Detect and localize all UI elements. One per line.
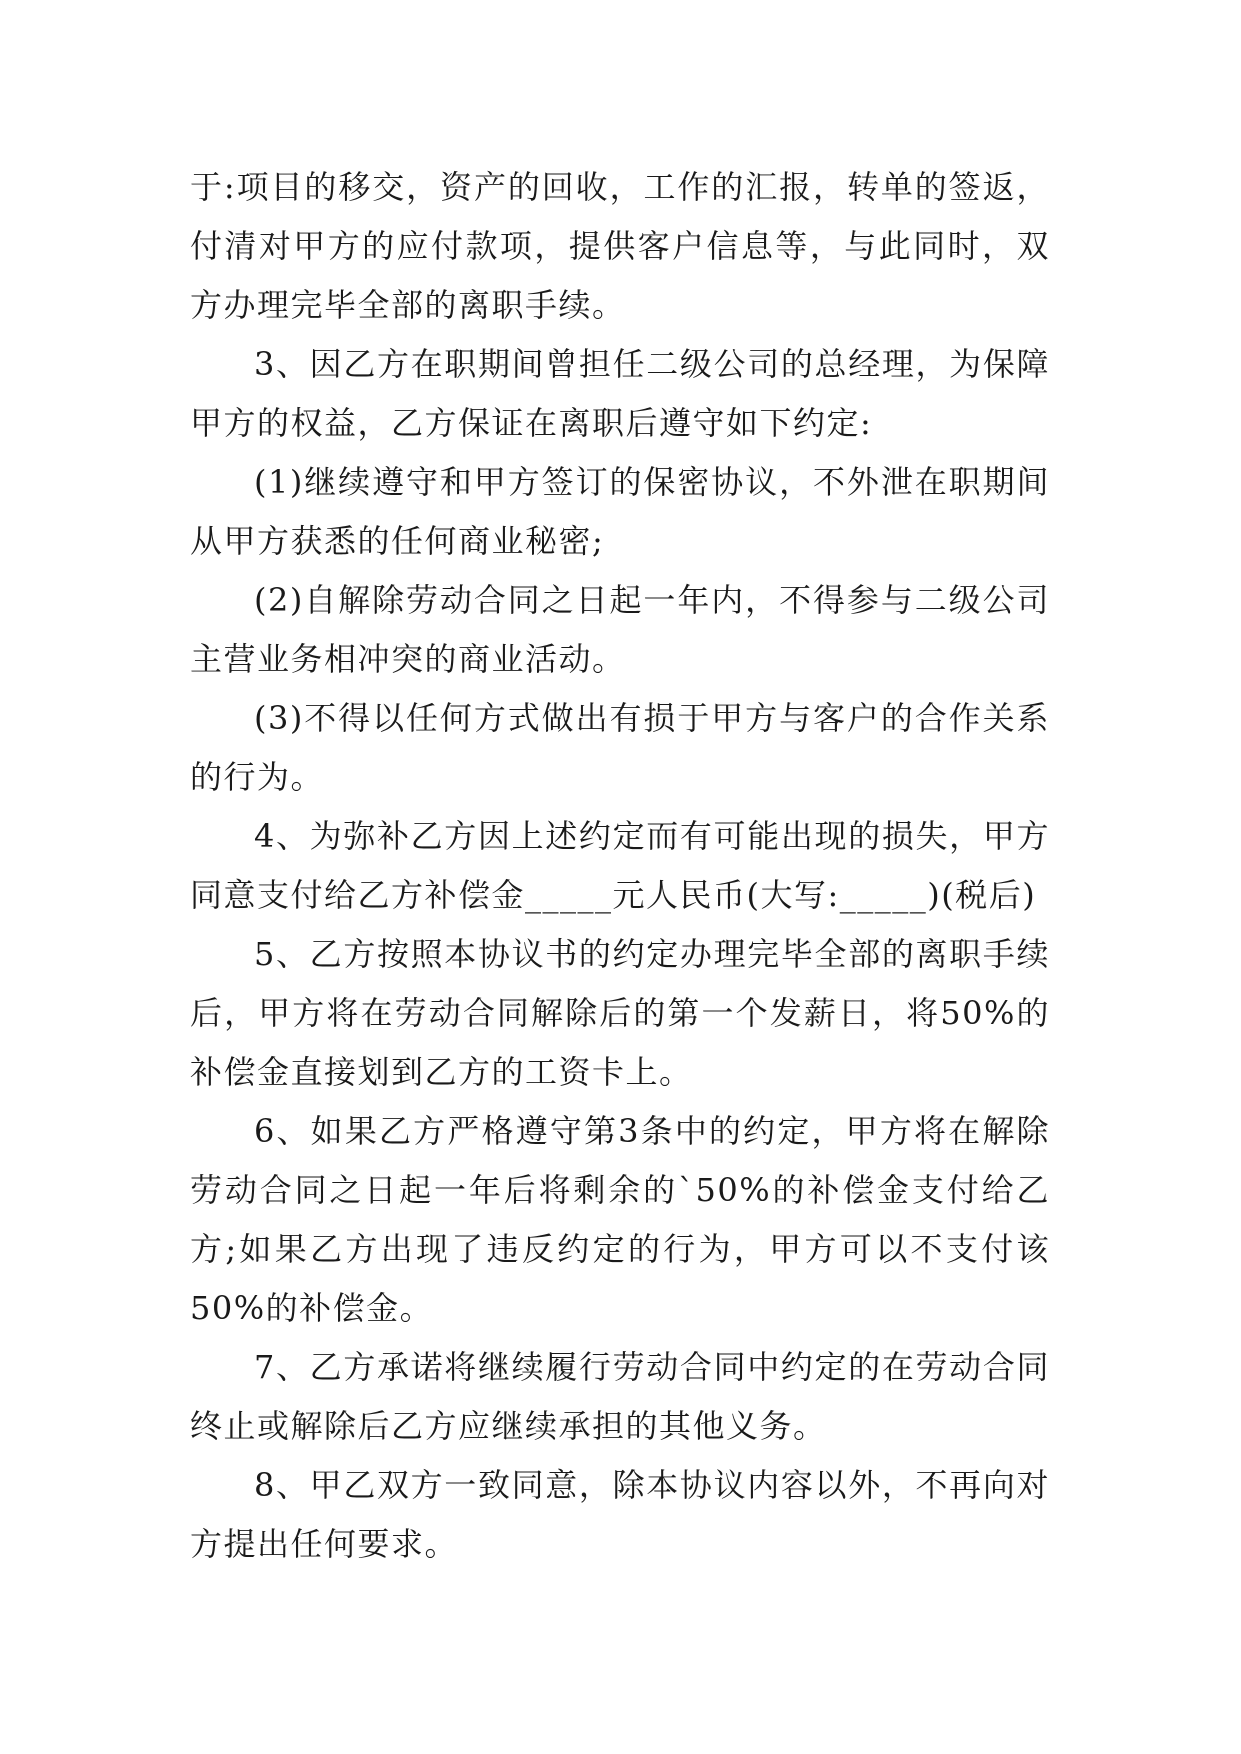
paragraph-clause-5: 5、乙方按照本协议书的约定办理完毕全部的离职手续后，甲方将在劳动合同解除后的第一个发薪日，将50%的补偿金直接划到乙方的工资卡上。 [190, 935, 1050, 1091]
paragraph-clause-3: 3、因乙方在职期间曾担任二级公司的总经理，为保障甲方的权益，乙方保证在离职后遵守如下约定: [190, 345, 1050, 442]
paragraph-clause-4: 4、为弥补乙方因上述约定而有可能出现的损失，甲方同意支付给乙方补偿金_____元人民币(大写:_____)(税后) [190, 817, 1050, 914]
paragraph-clause-3-item-3: (3)不得以任何方式做出有损于甲方与客户的合作关系的行为。 [190, 699, 1050, 796]
paragraph-clause-8: 8、甲乙双方一致同意，除本协议内容以外，不再向对方提出任何要求。 [190, 1466, 1050, 1563]
paragraph-clause-3-item-2: (2)自解除劳动合同之日起一年内，不得参与二级公司主营业务相冲突的商业活动。 [190, 581, 1050, 678]
document-body [190, 158, 1050, 1574]
paragraph-clause-3-item-1: (1)继续遵守和甲方签订的保密协议，不外泄在职期间从甲方获悉的任何商业秘密; [190, 463, 1050, 560]
paragraph-clause-7: 7、乙方承诺将继续履行劳动合同中约定的在劳动合同终止或解除后乙方应继续承担的其他义务。 [190, 1348, 1050, 1445]
paragraph-clause-6: 6、如果乙方严格遵守第3条中的约定，甲方将在解除劳动合同之日起一年后将剩余的`50%的补偿金支付给乙方;如果乙方出现了违反约定的行为，甲方可以不支付该50%的补偿金。 [190, 1112, 1050, 1327]
paragraph-handover: 于:项目的移交，资产的回收，工作的汇报，转单的签返，付清对甲方的应付款项，提供客户信息等，与此同时，双方办理完毕全部的离职手续。 [190, 168, 1050, 324]
